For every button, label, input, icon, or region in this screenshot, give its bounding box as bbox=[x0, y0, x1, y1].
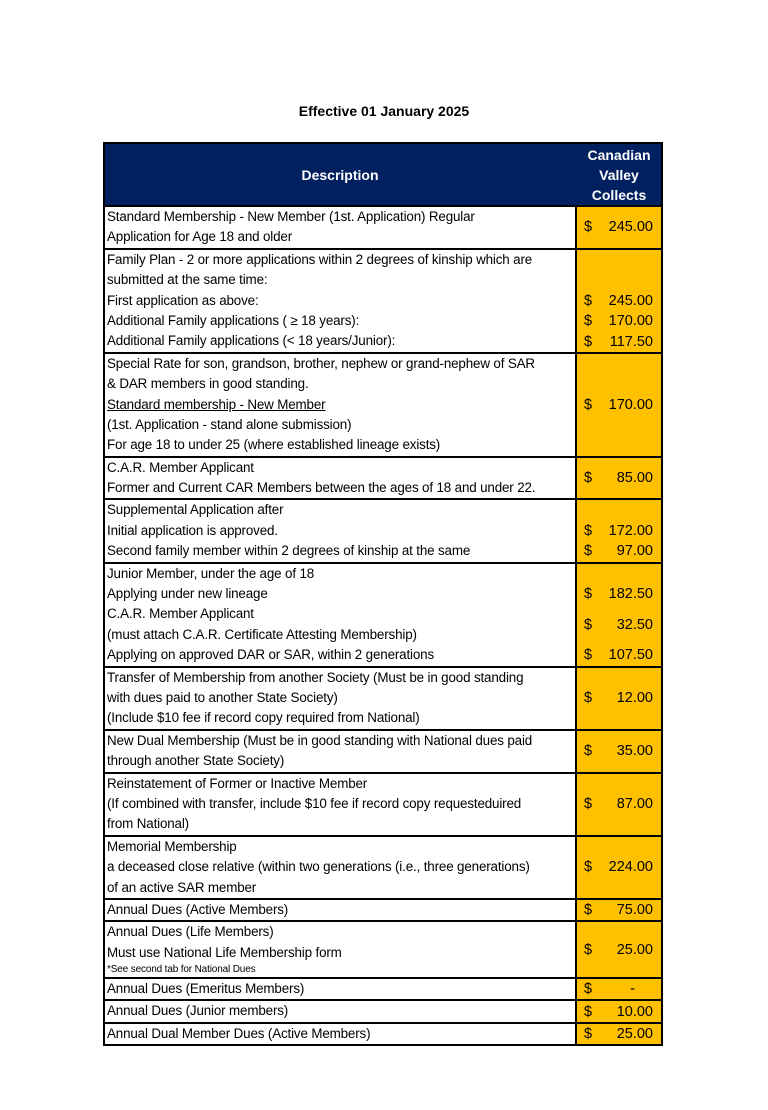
currency-symbol: $ bbox=[584, 1026, 593, 1043]
price-value: 87.00 bbox=[616, 796, 653, 813]
description-line: (If combined with transfer, include $10 fee if record copy requesteduired bbox=[107, 795, 522, 811]
description-line: with dues paid to another State Society) bbox=[107, 689, 338, 705]
price-value: 85.00 bbox=[616, 470, 653, 487]
row-description bbox=[105, 900, 577, 920]
price-value: 170.00 bbox=[608, 396, 653, 413]
price-amount bbox=[577, 207, 661, 248]
row-description bbox=[105, 731, 577, 772]
price-value: 32.50 bbox=[616, 616, 653, 633]
row-price bbox=[577, 250, 661, 352]
description-line: *See second tab for National Dues bbox=[107, 964, 256, 976]
table-body bbox=[105, 207, 661, 1044]
description-line: Junior Member, under the age of 18 bbox=[107, 565, 315, 581]
header-price-line: Canadian bbox=[587, 146, 651, 163]
currency-symbol: $ bbox=[584, 313, 593, 330]
fee-table bbox=[103, 142, 663, 1046]
price-value: 170.00 bbox=[608, 313, 653, 330]
description-line: Must use National Life Membership form bbox=[107, 944, 342, 960]
description-line: from National) bbox=[107, 816, 189, 832]
table-row bbox=[105, 900, 661, 922]
description-line: Annual Dual Member Dues (Active Members) bbox=[107, 1025, 371, 1041]
currency-symbol: $ bbox=[584, 616, 593, 633]
table-row bbox=[105, 837, 661, 900]
description-line: & DAR members in good standing. bbox=[107, 376, 309, 392]
description-line: Annual Dues (Emeritus Members) bbox=[107, 981, 305, 997]
currency-symbol: $ bbox=[584, 523, 593, 540]
description-line: C.A.R. Member Applicant bbox=[107, 459, 254, 475]
currency-symbol: $ bbox=[584, 743, 593, 760]
header-description: Description bbox=[105, 144, 577, 205]
row-price bbox=[577, 458, 661, 499]
description-line: Transfer of Membership from another Society (Must be in good standing bbox=[107, 669, 524, 685]
row-price bbox=[577, 900, 661, 920]
description-line: Second family member within 2 degrees of kinship at the same bbox=[107, 543, 471, 559]
row-price bbox=[577, 922, 661, 977]
description-line: Initial application is approved. bbox=[107, 522, 278, 538]
row-price bbox=[577, 979, 661, 999]
description-line: Standard membership - New Member bbox=[107, 396, 326, 412]
price-amount bbox=[577, 1024, 661, 1044]
currency-symbol: $ bbox=[584, 586, 593, 603]
row-description bbox=[105, 774, 577, 835]
description-line: Reinstatement of Former or Inactive Member bbox=[107, 775, 368, 791]
row-description bbox=[105, 458, 577, 499]
description-line: Applying on approved DAR or SAR, within 2 generations bbox=[107, 647, 435, 663]
price-value: 10.00 bbox=[616, 1003, 653, 1020]
currency-symbol: $ bbox=[584, 647, 593, 664]
table-row bbox=[105, 731, 661, 774]
row-price bbox=[577, 668, 661, 729]
table-row bbox=[105, 979, 661, 1001]
price-value: 12.00 bbox=[616, 690, 653, 707]
currency-symbol: $ bbox=[584, 333, 593, 350]
price-amount bbox=[577, 458, 661, 499]
price-amount bbox=[577, 837, 661, 898]
description-line: Memorial Membership bbox=[107, 838, 237, 854]
price-amount bbox=[577, 922, 661, 977]
page-title: Effective 01 January 2025 bbox=[298, 103, 470, 119]
description-line: Supplemental Application after bbox=[107, 502, 284, 518]
row-price bbox=[577, 731, 661, 772]
table-row bbox=[105, 458, 661, 501]
description-line: a deceased close relative (within two generations (i.e., three generations) bbox=[107, 859, 530, 875]
row-description bbox=[105, 354, 577, 456]
description-line: Application for Age 18 and older bbox=[107, 229, 293, 245]
currency-symbol: $ bbox=[584, 859, 593, 876]
row-price bbox=[577, 1001, 661, 1021]
header-price-column bbox=[577, 144, 661, 205]
table-row bbox=[105, 922, 661, 979]
currency-symbol: $ bbox=[584, 690, 593, 707]
row-description bbox=[105, 500, 577, 561]
currency-symbol: $ bbox=[584, 981, 593, 998]
price-amount bbox=[577, 900, 661, 920]
description-line: (must attach C.A.R. Certificate Attesting Membership) bbox=[107, 626, 417, 642]
table-row bbox=[105, 668, 661, 731]
price-value: 117.50 bbox=[609, 333, 653, 350]
price-amount bbox=[577, 331, 661, 351]
description-line: Standard Membership - New Member (1st. Application) Regular bbox=[107, 209, 475, 224]
row-description bbox=[105, 668, 577, 729]
price-amount bbox=[577, 541, 661, 561]
row-description bbox=[105, 1001, 577, 1021]
row-description bbox=[105, 837, 577, 898]
row-price bbox=[577, 564, 661, 666]
description-line: submitted at the same time: bbox=[107, 272, 268, 288]
table-row bbox=[105, 207, 661, 250]
price-value: 245.00 bbox=[608, 219, 653, 236]
table-row bbox=[105, 1001, 661, 1023]
price-amount bbox=[577, 291, 661, 311]
currency-symbol: $ bbox=[584, 796, 593, 813]
row-description bbox=[105, 250, 577, 352]
currency-symbol: $ bbox=[584, 941, 593, 958]
table-header bbox=[105, 144, 661, 207]
description-line: (Include $10 fee if record copy required from National) bbox=[107, 710, 420, 726]
description-line: Additional Family applications ( ≥ 18 years): bbox=[107, 312, 360, 328]
description-line: of an active SAR member bbox=[107, 879, 257, 895]
price-value: 75.00 bbox=[616, 902, 653, 919]
price-value: 182.50 bbox=[608, 586, 653, 603]
row-price bbox=[577, 837, 661, 898]
table-row bbox=[105, 564, 661, 668]
price-value: 25.00 bbox=[616, 1026, 653, 1043]
description-line: Additional Family applications (< 18 years/Junior): bbox=[107, 333, 396, 349]
currency-symbol: $ bbox=[584, 1003, 593, 1020]
price-value: 172.00 bbox=[608, 523, 653, 540]
header-price-line: Collects bbox=[591, 186, 647, 203]
price-amount bbox=[577, 584, 661, 604]
price-value: 25.00 bbox=[616, 941, 653, 958]
description-line: Family Plan - 2 or more applications within 2 degrees of kinship which are bbox=[107, 251, 533, 267]
row-description bbox=[105, 1024, 577, 1044]
currency-symbol: $ bbox=[584, 292, 593, 309]
price-value: 35.00 bbox=[616, 743, 653, 760]
price-value: 107.50 bbox=[608, 647, 653, 664]
currency-symbol: $ bbox=[584, 470, 593, 487]
currency-symbol: $ bbox=[584, 219, 593, 236]
price-value: 224.00 bbox=[608, 859, 653, 876]
row-description bbox=[105, 564, 577, 666]
currency-symbol: $ bbox=[584, 902, 593, 919]
price-amount bbox=[577, 979, 661, 999]
table-row bbox=[105, 500, 661, 563]
table-row bbox=[105, 1024, 661, 1044]
row-price bbox=[577, 207, 661, 248]
description-line: First application as above: bbox=[107, 292, 259, 308]
price-value: 245.00 bbox=[608, 292, 653, 309]
price-amount bbox=[577, 354, 661, 456]
description-line: Applying under new lineage bbox=[107, 586, 268, 602]
description-line: For age 18 to under 25 (where established lineage exists) bbox=[107, 437, 441, 453]
price-amount bbox=[577, 731, 661, 772]
header-price-line: Valley bbox=[599, 166, 639, 183]
table-row bbox=[105, 250, 661, 354]
row-description bbox=[105, 922, 577, 977]
description-line: Annual Dues (Active Members) bbox=[107, 901, 289, 917]
price-amount bbox=[577, 311, 661, 331]
row-price bbox=[577, 774, 661, 835]
price-amount bbox=[577, 521, 661, 541]
price-value: 97.00 bbox=[616, 543, 653, 560]
description-line: Annual Dues (Junior members) bbox=[107, 1003, 289, 1019]
description-line: Former and Current CAR Members between the ages of 18 and under 22. bbox=[107, 480, 536, 496]
row-description bbox=[105, 979, 577, 999]
description-line: (1st. Application - stand alone submission) bbox=[107, 416, 352, 432]
row-description bbox=[105, 207, 577, 248]
price-amount bbox=[577, 1001, 661, 1021]
price-amount bbox=[577, 645, 661, 665]
description-line: Annual Dues (Life Members) bbox=[107, 924, 274, 940]
row-price bbox=[577, 354, 661, 456]
table-row bbox=[105, 774, 661, 837]
currency-symbol: $ bbox=[584, 543, 593, 560]
price-value: - bbox=[630, 981, 635, 998]
price-amount bbox=[577, 668, 661, 729]
description-line: C.A.R. Member Applicant bbox=[107, 606, 254, 622]
description-line: New Dual Membership (Must be in good standing with National dues paid bbox=[107, 732, 533, 748]
table-row bbox=[105, 354, 661, 458]
description-line: Special Rate for son, grandson, brother, nephew or grand-nephew of SAR bbox=[107, 355, 535, 371]
price-amount bbox=[577, 604, 661, 645]
currency-symbol: $ bbox=[584, 396, 593, 413]
row-price bbox=[577, 500, 661, 561]
row-price bbox=[577, 1024, 661, 1044]
description-line: through another State Society) bbox=[107, 753, 285, 769]
price-amount bbox=[577, 774, 661, 835]
